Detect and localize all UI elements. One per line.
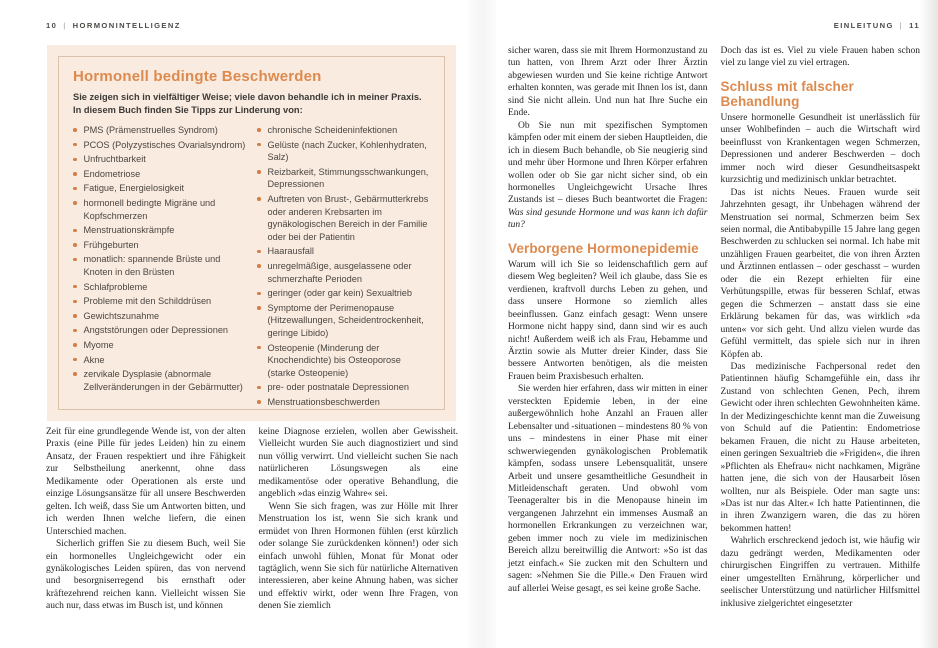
paragraph: keine Diagnose erzielen, wollen aber Gewissheit. Vielleicht wurden Sie auch diagnostiziert und sind nun völlig verwirrt. Und vielleicht suchen Sie nach natürlicheren Lösungswegen als eine medikamentöse oder operative Behandlung, die angeblich »das einzig Wahre« sei. — [258, 427, 458, 500]
symptom-label: Angststörungen oder Depressionen — [83, 325, 229, 336]
symptom-label: Myome — [83, 339, 114, 350]
box-intro — [73, 91, 430, 117]
symptom-item — [73, 281, 246, 294]
symptom-item — [73, 253, 246, 278]
paragraph: Das ist nichts Neues. Frauen wurde seit Jahrzehnten gesagt, ihr Unbehagen während der Menstruation sei normal, Schmerzen beim Sex seien normal, die Antibabypille 15 Jahre lang gegen Beschwerden zu schlucken sei normal. Ich habe mit unzähligen Frauen gearbeitet, die von ihren Ärzten und Ärztinnen entlassen – oder geschasst – wurden oder die ein Rezept erhielten für eine Verhütungspille, etwas für besseren Schlaf, etwas gegen die Schmerzen – anstatt dass sie eine Erklärung bekamen für das, was wirklich »da unten« vor sich geht. Und allzu vielen wurde das Gefühl vermittelt, das spiele sich nur in ihren Köpfen ab. — [720, 187, 920, 360]
symptom-label: Frühgeburten — [83, 239, 139, 250]
symptom-item — [257, 166, 430, 191]
bullet-icon — [73, 329, 77, 333]
symptom-item — [257, 193, 430, 243]
symptom-item — [73, 124, 246, 137]
paragraph: Sie werden hier erfahren, dass wir mitten in einer versteckten Epidemie leben, in der eine außergewöhnlich hohe Anzahl an Frauen aller Lebensalter und -situationen – mindestens 80 % von uns – mindestens in einer Phase mit einer schwerwiegenden gynäkologischen Problematik kämpfen, sodass unsere Lebensqualität, unsere Arbeit und unsere gesamtheitliche Gesundheit in Mitleidenschaft geraten. Und obwohl vom Teenageralter bis in die Menopause hinein im vergangenen Jahrzehnt ein immenses Ausmaß an hormonellen Erkrankungen zu verzeichnen war, geben immer noch zu viele im medizinischen Bereich allzu bereitwillig die Antwort: »So ist das jetzt einfach.« Sie zucken mit den Schultern und sagen: »Nehmen Sie die Pille.« Den Frauen wird auf allerlei Weise gesagt, es sei keine große Sache. — [508, 384, 708, 594]
symptom-item — [257, 302, 430, 340]
symptom-label: Schlafprobleme — [83, 281, 148, 292]
symptom-label: Osteopenie (Minderung der Knochendichte) bis Osteoporose (starke Osteopenie) — [267, 342, 401, 378]
page-10 — [46, 0, 458, 648]
bullet-icon — [257, 306, 261, 310]
bullet-icon — [257, 128, 261, 132]
bullet-icon — [257, 346, 261, 350]
running-head-right — [508, 21, 920, 30]
symptom-item — [73, 197, 246, 222]
box-intro-line1: Sie zeigen sich in vielfältiger Weise; viele davon behandle ich in meiner Praxis. — [73, 92, 422, 102]
symptom-item — [73, 310, 246, 323]
page-10-body — [46, 426, 458, 613]
paragraph: Das medizinische Fachpersonal redet den Patientinnen häufig Schamgefühle ein, dass ihr Zustand von schlechten Genen, Pech, ihrem Gewicht oder ihren schlechten Gewohnheiten käme. In der Medizingeschichte kennt man die Zuweisung von Schuld auf die Patientin: Endometriose bekamen Frauen, die nicht zu Hause arbeiteten, einen geringen Sexualtrieb die »Frigiden«, die ihren »Pflichten als Ehefrau« nicht nachkamen, Migräne hatten jene, die sich von der Hausarbeit lösen wollten, nur als Beispiele. Oder man sagte uns: »Das ist nur das Alter.« Ich hatte Patientinnen, die in ihren Zwanzigern waren, die das zu hören bekommen hatten! — [720, 361, 920, 534]
symptom-lists — [73, 124, 430, 410]
bullet-icon — [73, 258, 77, 262]
symptom-label: unregelmäßige, ausgelassene oder schmerzhafte Perioden — [267, 260, 412, 284]
symptom-label: Akne — [83, 354, 105, 365]
bullet-icon — [73, 158, 77, 162]
paragraph: Ob Sie nun mit spezifischen Symptomen kämpfen oder mit einem der sieben Hauptleiden, die ich in diesem Buch behandle, ob Sie neugierig sind und mehr über Hormone und Ihren Körper erfahren wollen oder ob Sie gar nicht sicher sind, ob ein hormonelles Ungleichgewicht Ursache Ihres Zustands ist – dieses Buch beantwortet die Fragen: Was sind gesunde Hormone und was kann ich dafür tun? — [508, 120, 708, 231]
bullet-icon — [257, 292, 261, 296]
symptom-label: Fatigue, Energielosigkeit — [83, 183, 185, 194]
bullet-icon — [257, 400, 261, 404]
symptom-label: Reizbarkeit, Stimmungsschwankungen, Depressionen — [267, 166, 429, 190]
section-heading: Verborgene Hormonepidemie — [508, 240, 699, 256]
bullet-icon — [257, 143, 261, 147]
bullet-icon — [73, 128, 77, 132]
text-column — [508, 45, 708, 610]
symptom-item — [73, 324, 246, 337]
symptom-label: Menstruationsbeschwerden — [267, 396, 380, 407]
page-number: 10 — [46, 21, 58, 30]
symptom-label: Endometriose — [83, 168, 141, 179]
paragraph: sicher waren, dass sie mit Ihrem Hormonzustand zu tun hatten, von Ihrem Arzt oder Ihrer Ärztin abgewiesen wurden und Sie keine richtige Antwort erhalten konnten, was gerade mit Ihnen los ist, dann sind Sie nicht allein. Und nun hat Ihre Suche ein Ende. — [508, 46, 708, 119]
section-heading: Schluss mit falscher Behandlung — [720, 78, 854, 109]
page-11 — [508, 0, 920, 648]
symptom-item — [73, 239, 246, 252]
running-head-left — [46, 21, 458, 30]
bullet-icon — [73, 201, 77, 205]
bullet-icon — [257, 264, 261, 268]
paragraph: Wahrlich erschreckend jedoch ist, wie häufig wir dazu gedrängt werden, Medikamenten oder chirurgischen Eingriffen zu vertrauen. Mithilfe einer umgestellten Ernährung, körperlicher und seelischer Unterstützung und natürlicher Hilfsmittel inklusive zielgerichtet eingesetzter — [720, 536, 920, 609]
italic-question: Was sind gesunde Hormone und was kann ich dafür tun? — [508, 207, 708, 231]
bullet-icon — [73, 300, 77, 304]
paragraph: Unsere hormonelle Gesundheit ist unerlässlich für unser Wohlbefinden – auch die Wirtschaft wird beeinflusst von Krankentagen wegen Schmerzen, Depressionen und anderer Beschwerden – doch immer noch wird dieser Gesundheitsaspekt kurzsichtig und medizinisch unklar betrachtet. — [720, 112, 920, 186]
symptom-label: geringer (oder gar kein) Sexualtrieb — [267, 288, 413, 299]
bullet-icon — [73, 229, 77, 233]
symptom-item — [73, 153, 246, 166]
symptoms-box — [47, 45, 456, 421]
symptom-item — [257, 260, 430, 285]
box-intro-line2: In diesem Buch finden Sie Tipps zur Linderung von: — [73, 105, 303, 115]
header-divider: | — [63, 21, 67, 30]
symptom-label: Menstruationskrämpfe — [83, 225, 175, 236]
bullet-icon — [73, 285, 77, 289]
bullet-icon — [73, 358, 77, 362]
page-number: 11 — [909, 21, 920, 30]
bullet-icon — [73, 314, 77, 318]
chapter-title: EINLEITUNG — [833, 21, 894, 30]
symptom-label: Gelüste (nach Zucker, Kohlenhydraten, Salz) — [267, 139, 427, 163]
text-column — [259, 426, 459, 613]
symptom-label: Unfruchtbarkeit — [83, 154, 146, 165]
bullet-icon — [73, 243, 77, 247]
bullet-icon — [257, 250, 261, 254]
symptom-item — [73, 224, 246, 237]
book-title: HORMONINTELLIGENZ — [72, 21, 181, 30]
page-gutter — [468, 0, 496, 648]
symptom-item — [73, 182, 246, 195]
page-11-body — [508, 45, 920, 610]
symptom-label: pre- oder postnatale Depressionen — [267, 382, 409, 393]
symptom-list-right — [257, 124, 430, 410]
text-column — [721, 45, 921, 610]
symptom-item — [257, 396, 430, 409]
symptom-label: PCOS (Polyzystisches Ovarialsyndrom) — [83, 139, 246, 150]
symptom-item — [73, 339, 246, 352]
paragraph: Sicherlich griffen Sie zu diesem Buch, weil Sie ein hormonelles Ungleichgewicht oder ein gynäkologisches Leiden spüren, das von nervend und besorgniserregend bis ernsthaft oder kräftezehrend reichen kann. Vielleicht wissen Sie auch nur, dass etwas im Busch ist, und können — [46, 539, 246, 612]
paragraph: Zeit für eine grundlegende Wende ist, von der alten Praxis (eine Pille für jedes Leiden) hin zu einem Ansatz, der Frauen respektiert und ihre Fähigkeit zur Selbstheilung anerkennt, ohne dass Medikamente oder Operationen als erste und einzige Lösungsansätze für all unsere Beschwerden gelten. Ich weiß, dass Sie um Antworten bitten, und ich werden Ihnen welche liefern, die einen Unterschied machen. — [46, 427, 246, 537]
symptom-label: Gewichtszunahme — [83, 310, 160, 321]
paragraph: Doch das ist es. Viel zu viele Frauen haben schon viel zu lange viel zu viel ertragen. — [720, 46, 920, 69]
symptom-list-left — [73, 124, 246, 410]
symptom-item — [73, 295, 246, 308]
symptom-item — [257, 381, 430, 394]
symptom-label: Probleme mit den Schilddrüsen — [83, 296, 212, 307]
bullet-icon — [73, 372, 77, 376]
box-title: Hormonell bedingte Beschwerden — [73, 68, 322, 85]
header-divider: | — [899, 21, 904, 30]
bullet-icon — [73, 343, 77, 347]
symptom-item — [257, 287, 430, 300]
symptom-item — [257, 124, 430, 137]
symptom-item — [73, 368, 246, 393]
symptom-label: Haarausfall — [267, 246, 314, 257]
symptom-item — [73, 139, 246, 152]
bullet-icon — [73, 172, 77, 176]
symptom-label: Symptome der Perimenopause (Hitzewallungen, Scheidentrockenheit, geringe Libido) — [267, 302, 424, 338]
symptom-label: hormonell bedingte Migräne und Kopfschmerzen — [83, 197, 216, 221]
symptom-label: PMS (Prämenstruelles Syndrom) — [83, 125, 218, 135]
symptom-item — [73, 354, 246, 367]
symptom-item — [257, 342, 430, 380]
symptom-item — [257, 245, 430, 258]
symptoms-box-frame — [58, 56, 445, 410]
symptom-item — [73, 168, 246, 181]
bullet-icon — [73, 187, 77, 191]
bullet-icon — [257, 197, 261, 201]
symptom-item — [257, 139, 430, 164]
bullet-icon — [257, 386, 261, 390]
symptom-label: zervikale Dysplasie (abnormale Zellveränderungen in der Gebärmutter) — [83, 369, 243, 392]
symptom-label: chronische Scheideninfektionen — [267, 125, 398, 135]
symptom-label: monatlich: spannende Brüste und Knoten in den Brüsten — [83, 254, 221, 277]
bullet-icon — [73, 143, 77, 147]
page-edge — [920, 0, 938, 648]
paragraph: Wenn Sie sich fragen, was zur Hölle mit Ihrer Menstruation los ist, wenn Sie sich krank und ermüdet von Ihren Hormonen fühlen (erst kürzlich oder solange Sie zurückdenken können!) oder sich einfach unwohl fühlen, Monat für Monat oder tagtäglich, wenn Sie sich für natürliche Alternativen interessieren, aber keine Ahnung haben, was sicher und effektiv wirkt, oder wenn Ihre Fragen, von denen Sie ziemlich — [258, 501, 458, 612]
symptom-label: Auftreten von Brust-, Gebärmutterkrebs oder anderen Krebsarten im gynäkologischen Bereich in der Familie oder bei der Patientin — [267, 193, 429, 242]
bullet-icon — [257, 170, 261, 174]
paragraph: Warum will ich Sie so leidenschaftlich gern auf diesem Weg begleiten? Weil ich glaube, dass Sie es verdienen, kraftvoll durchs Leben zu gehen, und dass unsere Hormone so ziemlich alles beeinflussen. Ganz einfach gesagt: Wenn unsere Hormone nicht happy sind, dann sind wir es auch nicht! Außerdem weiß ich als Frau, Hebamme und Ärztin sowie als Mutter dreier Kinder, dass Sie bessere Antworten benötigen, als die meisten Frauen beim Praxisbesuch erhalten. — [508, 259, 708, 382]
text-column — [46, 426, 246, 613]
